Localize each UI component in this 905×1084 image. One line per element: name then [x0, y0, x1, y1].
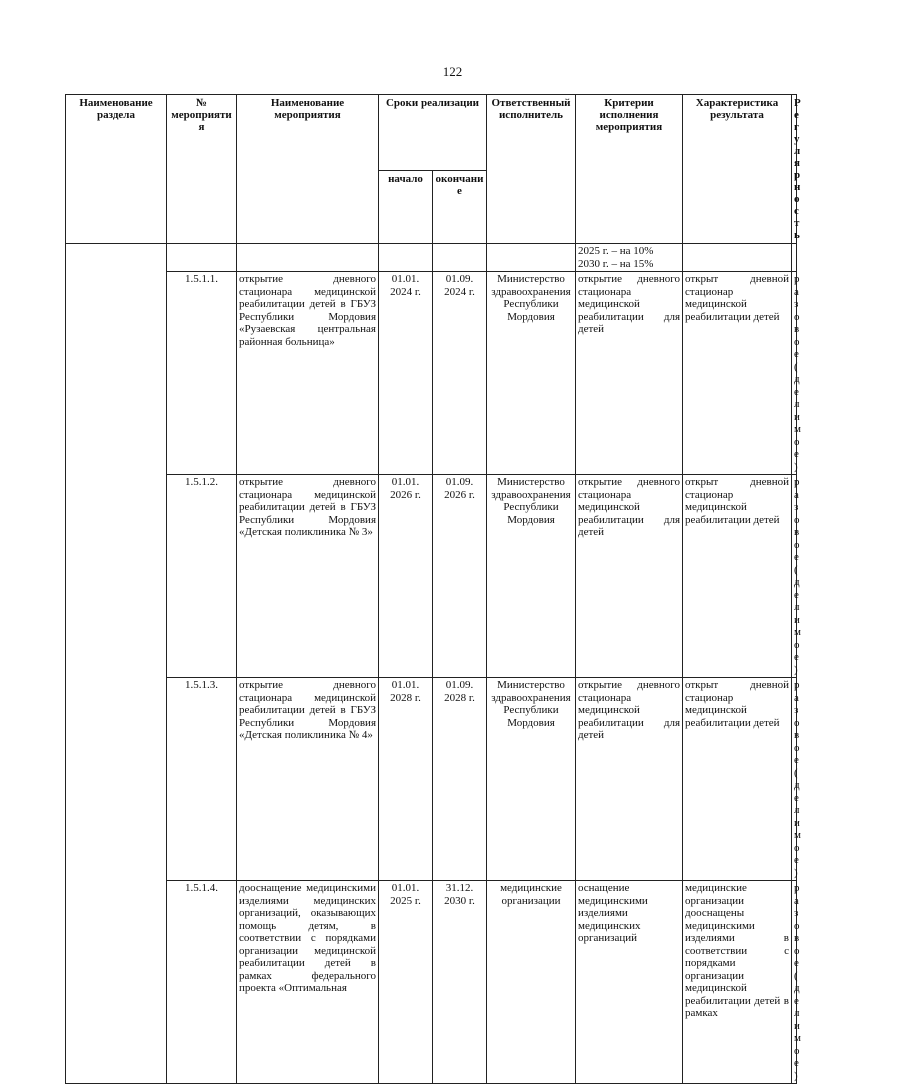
criteria-cell: оснащение медицинскими изделиями медицинских организаций — [576, 881, 683, 1084]
header-number: № мероприятия — [167, 95, 237, 244]
table-row — [66, 244, 797, 272]
result-cell: медицинские организации дооснащены медицинскими изделиями в соответствии с порядками организации медицинской реабилитации детей в рамках — [683, 881, 792, 1084]
number-cell: 1.5.1.3. — [167, 678, 237, 881]
result-cell: открыт дневной стационар медицинской реабилитации детей — [683, 272, 792, 475]
number-cell: 1.5.1.1. — [167, 272, 237, 475]
number-cell: 1.5.1.4. — [167, 881, 237, 1084]
table-row — [66, 272, 797, 475]
header-name: Наименование мероприятия — [237, 95, 379, 244]
header-period: Сроки реализации — [379, 95, 487, 171]
result-cell: открыт дневной стационар медицинской реабилитации детей — [683, 475, 792, 678]
name-cell: открытие дневного стационара медицинской реабилитации детей в ГБУЗ Республики Мордовия «Рузаевская центральная районная больница» — [237, 272, 379, 475]
header-start: начало — [379, 170, 433, 243]
name-cell: открытие дневного стационара медицинской реабилитации детей в ГБУЗ Республики Мордовия «Детская поликлиника № 4» — [237, 678, 379, 881]
measures-table — [65, 94, 801, 1084]
criteria-cell: 2025 г. – на 10% 2030 г. – на 15% — [576, 244, 683, 272]
result-cell: открыт дневной стационар медицинской реабилитации детей — [683, 678, 792, 881]
responsible-cell: Министерство здравоохранения Республики Мордовия — [487, 475, 576, 678]
end-cell: 01.09. 2026 г. — [433, 475, 487, 678]
table-row — [66, 678, 797, 881]
name-cell: дооснащение медицинскими изделиями медицинских организаций, оказывающих помощь детям, в соответствии с порядками организации медицинской реабилитации детей в рамках федерального проекта «Оптимальная — [237, 881, 379, 1084]
header-row — [66, 95, 797, 171]
number-cell: 1.5.1.2. — [167, 475, 237, 678]
section-cell — [66, 244, 167, 1084]
start-cell: 01.01. 2028 г. — [379, 678, 433, 881]
name-cell: открытие дневного стационара медицинской реабилитации детей в ГБУЗ Республики Мордовия «Детская поликлиника № 3» — [237, 475, 379, 678]
regularity-cell: разовое (делимое) — [792, 475, 797, 678]
criteria-cell: открытие дневного стационара медицинской реабилитации для детей — [576, 475, 683, 678]
header-result: Характеристика результата — [683, 95, 792, 244]
header-end: окончание — [433, 170, 487, 243]
start-cell: 01.01. 2024 г. — [379, 272, 433, 475]
criteria-cell: открытие дневного стационара медицинской реабилитации для детей — [576, 678, 683, 881]
table-row — [66, 881, 797, 1084]
regularity-cell: разовое (делимое) — [792, 272, 797, 475]
start-cell: 01.01. 2025 г. — [379, 881, 433, 1084]
header-section: Наименование раздела — [66, 95, 167, 244]
header-responsible: Ответственный исполнитель — [487, 95, 576, 244]
criteria-cell: открытие дневного стационара медицинской реабилитации для детей — [576, 272, 683, 475]
start-cell: 01.01. 2026 г. — [379, 475, 433, 678]
regularity-cell: разовое (делимое) — [792, 881, 797, 1084]
end-cell: 01.09. 2024 г. — [433, 272, 487, 475]
table-row — [66, 475, 797, 678]
header-criteria: Критерии исполнения мероприятия — [576, 95, 683, 244]
responsible-cell: Министерство здравоохранения Республики Мордовия — [487, 678, 576, 881]
end-cell: 31.12. 2030 г. — [433, 881, 487, 1084]
regularity-cell: разовое (делимое) — [792, 678, 797, 881]
header-regularity: Регулярность — [792, 95, 797, 244]
page-number: 122 — [442, 64, 463, 79]
responsible-cell: Министерство здравоохранения Республики Мордовия — [487, 272, 576, 475]
end-cell: 01.09. 2028 г. — [433, 678, 487, 881]
responsible-cell: медицинские организации — [487, 881, 576, 1084]
